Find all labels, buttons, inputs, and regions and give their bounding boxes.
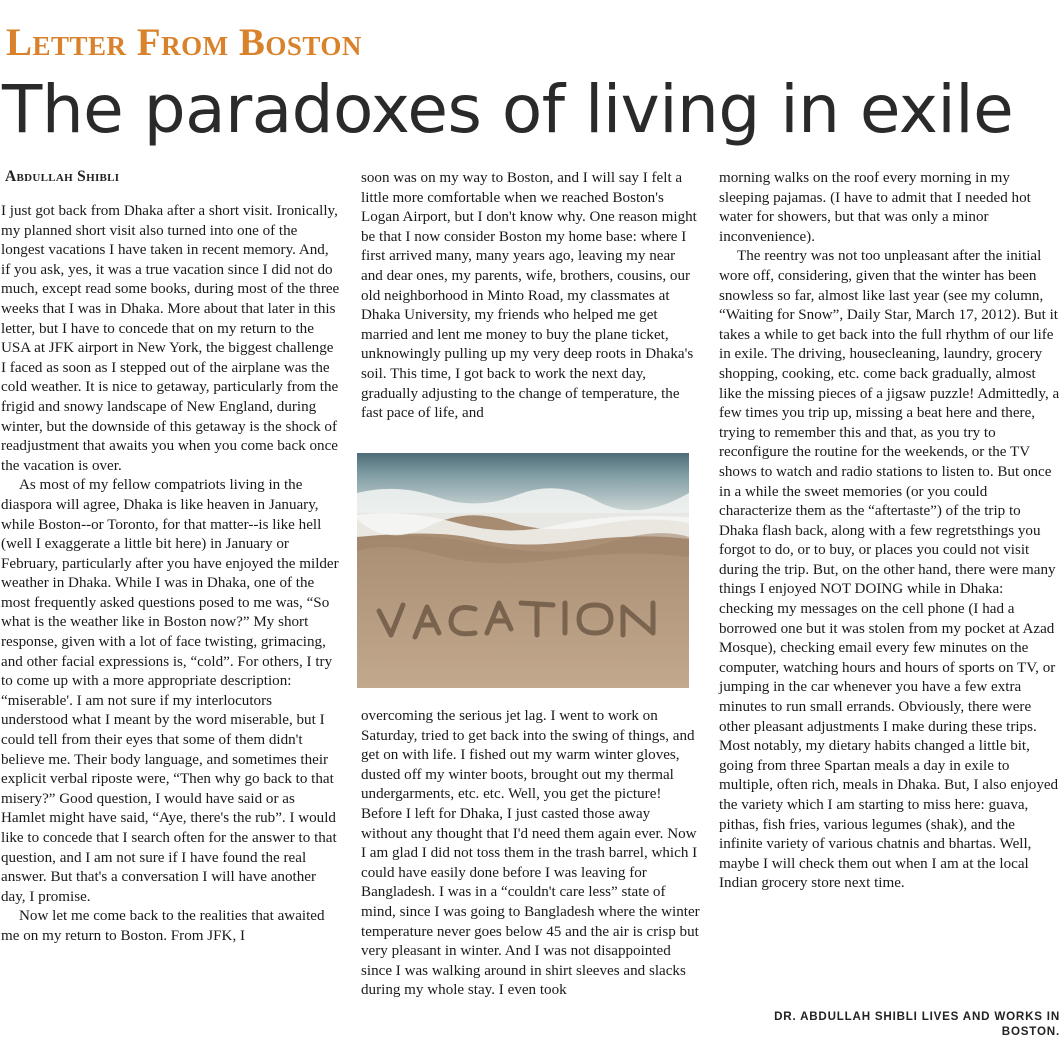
paragraph: morning walks on the roof every morning in my sleeping pajamas. (I have to admit that I needed hot water for showers, but that was only a minor inconvenience). (719, 170, 1031, 245)
author-bio: DR. ABDULLAH SHIBLI LIVES AND WORKS IN BOSTON. (774, 1010, 1060, 1038)
column-2-top (361, 169, 700, 424)
paragraph: Now let me come back to the realities that awaited me on my return to Boston. From JFK, I (1, 908, 325, 944)
beach-photo (337, 433, 689, 688)
beach-photo-image (337, 433, 689, 688)
column-2-bottom (361, 707, 700, 1001)
section-kicker: Letter From Boston (6, 21, 362, 64)
column-3 (719, 169, 1060, 894)
photo-caption-text: VACATION (337, 433, 342, 434)
column-1 (1, 202, 340, 947)
headline: The paradoxes of living in exile (2, 71, 1014, 148)
paragraph: overcoming the serious jet lag. I went to work on Saturday, tried to get back into the swing of things, and get on with life. I fished out my warm winter gloves, dusted off my winter boots, brought out my thermal undergarments, etc. etc. Well, you get the picture! Before I left for Dhaka, I just casted those away without any thought that I'd need them again ever. Now I am glad I did not toss them in the trash barrel, which I could have easily done before I was leaving for Bangladesh. I was in a “couldn't care less” state of mind, since I was going to Bangladesh where the winter temperature never goes below 45 and the air is crisp but very pleasant in winter. And I was not disappointed since I was walking around in shirt sleeves and slacks during my whole stay. I even took (361, 708, 700, 999)
paragraph: soon was on my way to Boston, and I will say I felt a little more comfortable when we reached Boston's Logan Airport, but I don't know why. One reason might be that I now consider Boston my home base: where I first arrived many, many years ago, leaving my near and dear ones, my parents, wife, brothers, cousins, our old neighborhood in Minto Road, my classmates at Dhaka University, my friends who helped me get married and lent me money to buy the plane ticket, unknowingly pulling up my very deep roots in Dhaka's soil. This time, I got back to work the next day, gradually adjusting to the change of temperature, the fast pace of life, and (361, 170, 697, 422)
paragraph: I just got back from Dhaka after a short visit. Ironically, my planned short visit also turned into one of the longest vacations I have taken in recent memory. And, if you ask, yes, it was a true vacation since I did not do much, except read some books, during most of the three weeks that I was in Dhaka. More about that later in this letter, but I have to concede that on my return to the USA at JFK airport in New York, the biggest challenge I faced as soon as I stepped out of the airplane was the cold weather. It is nice to getaway, particularly from the frigid and snowy landscape of New England, during winter, but the downside of this getaway is the shock of readjustment that awaits you when you come back once the vacation is over. (1, 203, 340, 474)
byline: Abdullah Shibli (5, 168, 120, 185)
paragraph: As most of my fellow compatriots living in the diaspora will agree, Dhaka is like heaven in January, while Boston--or Toronto, for that matter--is like hell (well I exaggerate a little bit here) in January or February, particularly after you have enjoyed the milder weather in Dhaka. While I was in Dhaka, one of the most frequently asked questions posed to me was, “So what is the weather like in Boston now?” My short response, given with a lot of face twisting, grimacing, and other facial expressions is, “cold”. For others, I try to come up with a more appropriate description: “miserable'. I am not sure if my interlocutors understood what I meant by the word miserable, but I could tell from their eyes that some of them didn't believe me. Their body language, and sometimes their explicit verbal riposte were, “Then why go back to that misery?” Good question, I would have said or as Hamlet might have said, “Aye, there's the rub”. I would like to concede that I search often for the answer to that question, and I am not sure if I have found the real answer. But that's a conversation I will have another day, I promise. (1, 477, 339, 905)
paragraph: The reentry was not too unpleasant after the initial wore off, considering, given that the winter has been snowless so far, almost like last year (see my column, “Waiting for Snow”, Daily Star, March 17, 2012). But it takes a while to get back into the full rhythm of our life in exile. The driving, housecleaning, laundry, grocery shopping, cooking, etc. come back gradually, almost like the missing pieces of a jigsaw puzzle! Admittedly, a few times you trip up, missing a beat here and there, trying to remember this and that, as you try to reconfigure the routine for the weekends, or the TV shows to watch and radio stations to listen to. But once in a while the sweet memories (or you could characterize them as the “aftertaste”) of the trip to Dhaka flash back, along with a few regretsthings you forgot to do, or to buy, or places you could not visit during the trip. But, on the other hand, there were many things I enjoyed NOT DOING while in Dhaka: checking my messages on the cell phone (I had a borrowed one but it was stolen from my pocket at Azad Mosque), checking email every few minutes on the computer, watching hours and hours of sports on TV, or jumping in the car whenever you have a few extra minutes to run small errands. Obviously, there were other pleasant adjustments I make during these trips. Most notably, my dietary habits changed a little bit, going from three Spartan meals a day in exile to multiple, often rich, meals in Dhaka. But, I also enjoyed the variety which I am starting to miss here: guava, pithas, fish fries, various legumes (shak), and the infinite variety of various chatnis and bhartas. Well, maybe I will check them out when I am at the local Indian grocery store next time. (719, 248, 1060, 892)
